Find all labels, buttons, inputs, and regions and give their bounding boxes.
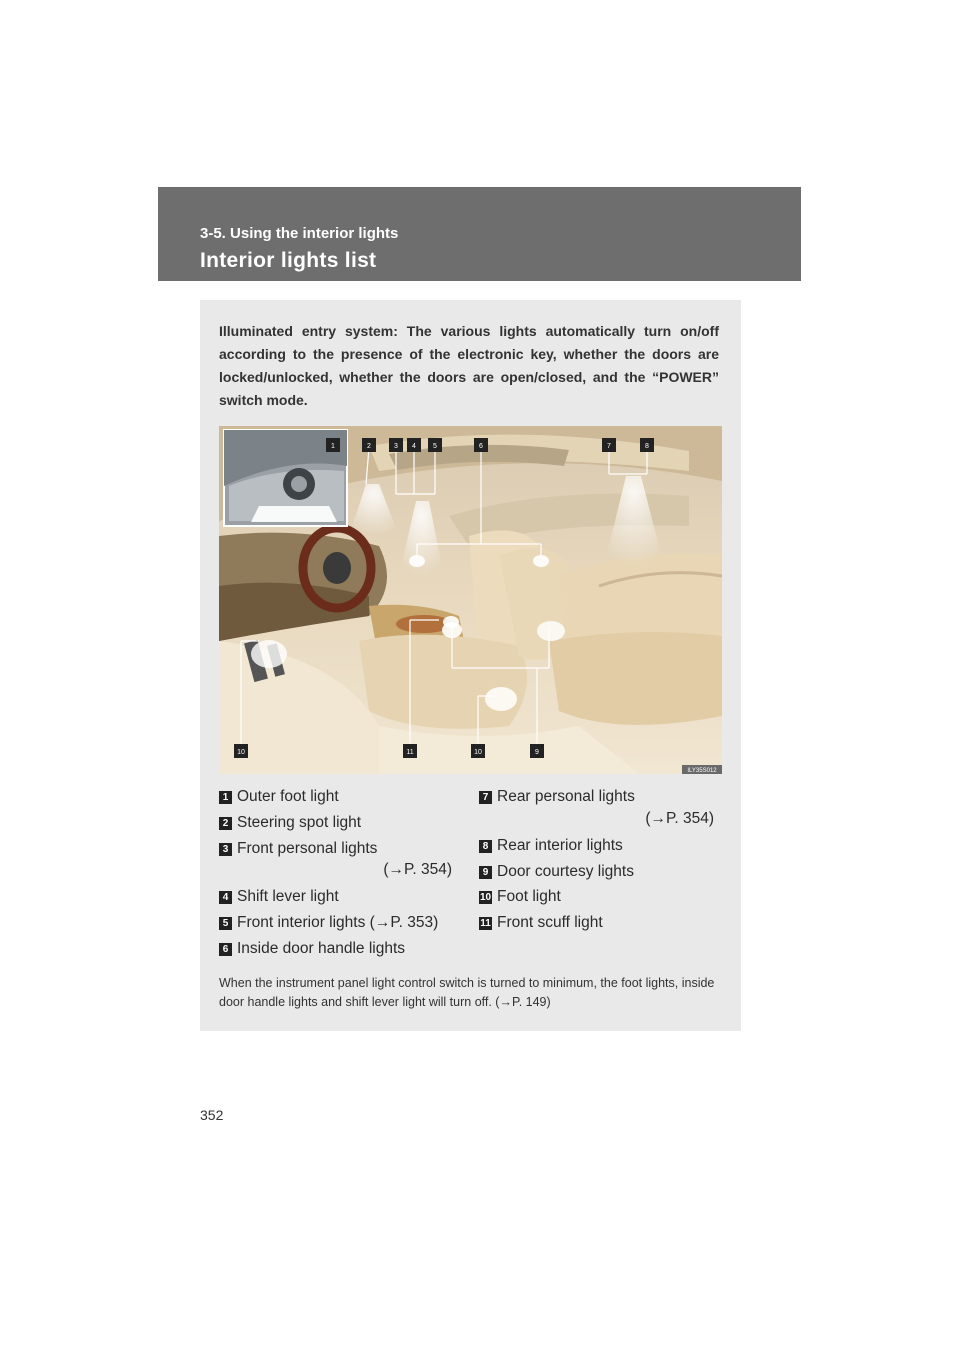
- callout-2: 2: [367, 443, 371, 450]
- legend-label: Foot light: [497, 888, 561, 905]
- legend-number: 5: [219, 917, 232, 930]
- section-header-bar: [158, 187, 801, 281]
- legend-number: 10: [479, 892, 492, 903]
- callout-9: 9: [535, 749, 539, 756]
- callout-10-rear: 10: [474, 749, 482, 756]
- legend-number: 7: [479, 791, 492, 804]
- callout-8: 8: [645, 443, 649, 450]
- legend-ref-7[interactable]: (→P. 354): [645, 810, 714, 827]
- callout-1: 1: [331, 443, 335, 450]
- figure-code: ILY35S012: [687, 768, 717, 774]
- legend-label: Rear interior lights: [497, 837, 623, 854]
- legend-label: Outer foot light: [237, 788, 339, 805]
- legend-label: Steering spot light: [237, 814, 362, 831]
- footnote: When the instrument panel light control switch is turned to minimum, the foot lights, inside door handle lights and shift lever light will turn off. (→P. 149): [219, 976, 715, 1009]
- interior-lights-illustration: [219, 426, 722, 774]
- content-panel: [200, 300, 741, 1031]
- callout-3: 3: [394, 443, 398, 450]
- callout-6: 6: [479, 443, 483, 450]
- legend-number: 9: [479, 866, 492, 879]
- car-interior-drawing: [219, 426, 722, 774]
- section-title: 3-5. Using the interior lights: [200, 225, 399, 242]
- intro-paragraph: Illuminated entry system: The various lights automatically turn on/off according to the presence of the electronic key, whether the doors are locked/unlocked, whether the doors are open/closed, and the “POWER” switch mode.: [219, 323, 719, 408]
- legend-label: Inside door handle lights: [237, 940, 406, 957]
- legend-label: Door courtesy lights: [497, 863, 634, 880]
- callout-4: 4: [412, 443, 416, 450]
- legend-number: 11: [480, 918, 491, 929]
- legend-number: 3: [219, 843, 232, 856]
- legend-label: Rear personal lights: [497, 788, 635, 805]
- page-title: Interior lights list: [200, 249, 377, 272]
- page-number: 352: [200, 1107, 224, 1123]
- legend-number: 2: [219, 817, 232, 830]
- legend-label: Front scuff light: [497, 914, 603, 931]
- callout-5: 5: [433, 443, 437, 450]
- callout-7: 7: [607, 443, 611, 450]
- legend-label[interactable]: Front interior lights (→P. 353): [237, 914, 439, 931]
- legend-number: 4: [219, 891, 232, 904]
- legend-number: 1: [219, 791, 232, 804]
- callout-10-front: 10: [237, 749, 245, 756]
- legend-number: 6: [219, 943, 232, 956]
- legend-number: 8: [479, 840, 492, 853]
- legend-label: Front personal lights: [237, 840, 378, 857]
- legend-ref-3[interactable]: (→P. 354): [383, 861, 452, 878]
- callout-11: 11: [406, 749, 414, 756]
- legend-label: Shift lever light: [237, 888, 339, 905]
